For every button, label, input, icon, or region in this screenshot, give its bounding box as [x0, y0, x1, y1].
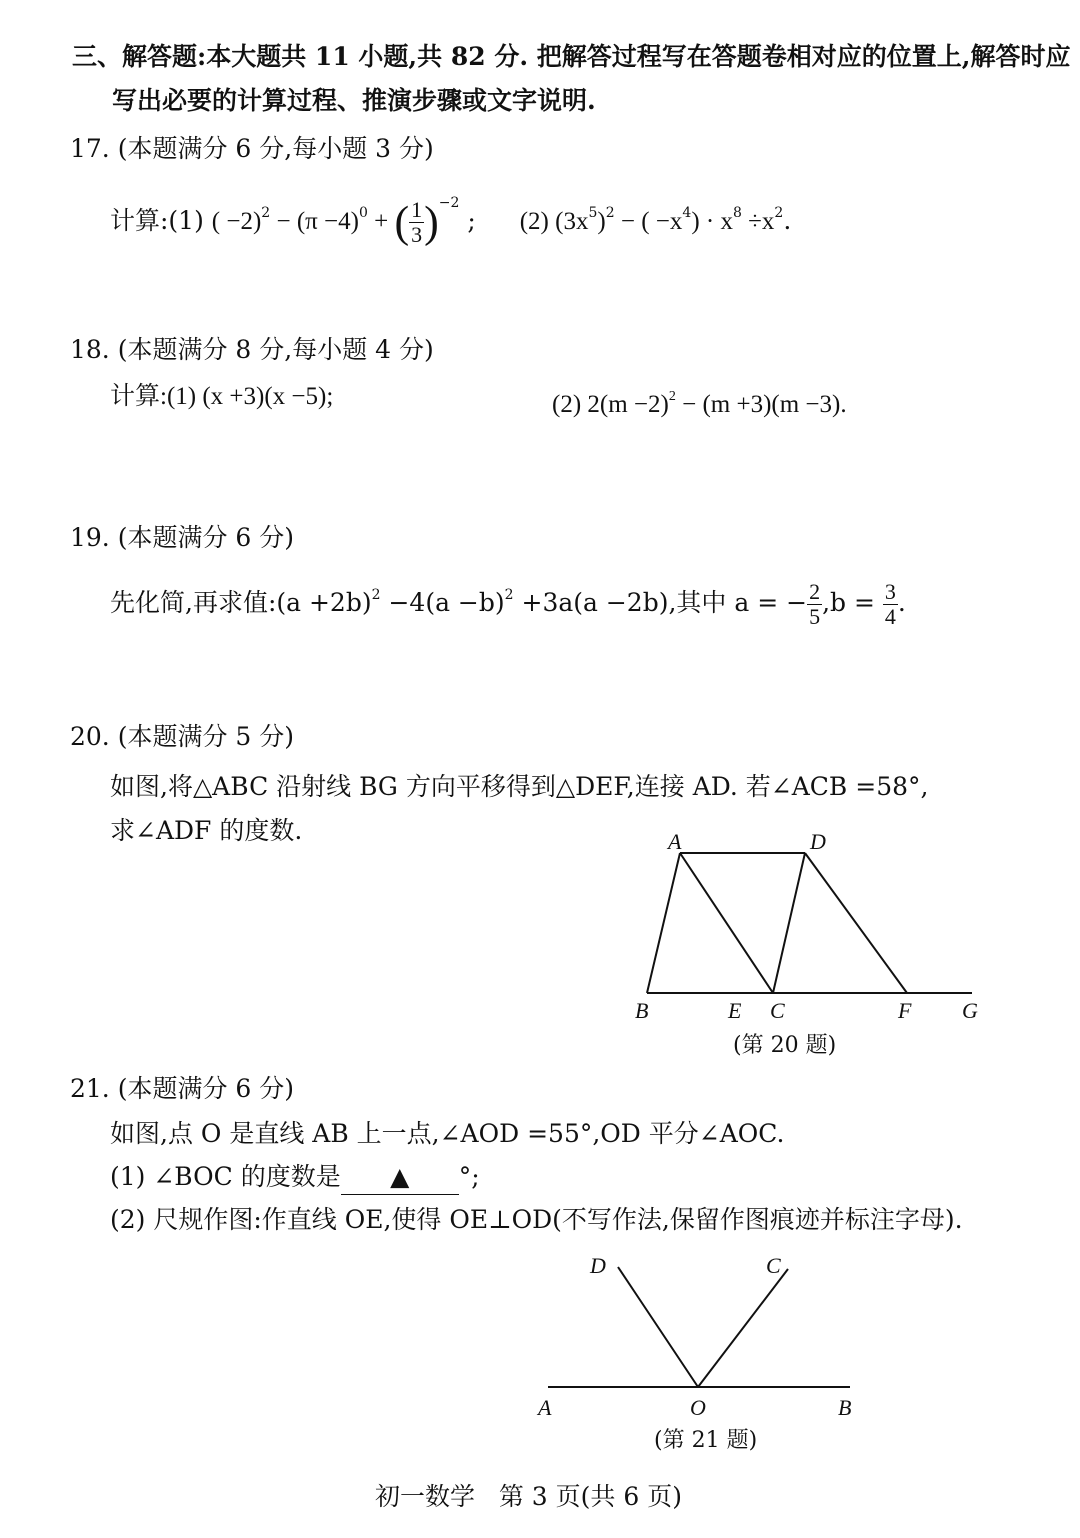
q17-fraction — [409, 198, 424, 247]
q19-text-e: . — [897, 588, 906, 617]
q17-p2e4: 4 — [682, 205, 692, 221]
q17-expneg2: −2 — [438, 195, 460, 211]
q19-frac2 — [883, 580, 898, 629]
q19-text-c: +3a(a −2b),其中 a = − — [513, 588, 808, 617]
q17-exp0: 0 — [358, 205, 368, 221]
q21-label-a: A — [538, 1395, 552, 1420]
q17-p2: (2) (3x — [519, 208, 589, 235]
q21-header: 21. (本题满分 6 分) — [70, 1074, 295, 1103]
q21-part1-text: (1) ∠BOC 的度数是 — [110, 1162, 341, 1191]
q19-frac1 — [807, 580, 822, 629]
q17-p2c: − ( −x — [614, 208, 683, 235]
section-heading: 三、解答题:本大题共 11 小题,共 82 分. 把解答过程写在答题卷相对应的位置上,解答时应 — [72, 42, 1071, 71]
q18-part2 — [552, 380, 847, 422]
q17-frac-den: 3 — [411, 222, 423, 247]
q19-exp2a: 2 — [371, 587, 381, 603]
q17-p2e2b: 2 — [774, 205, 784, 221]
section-heading-cont: 写出必要的计算过程、推演步骤或文字说明. — [112, 86, 596, 115]
q19-text-b: −4(a −b) — [380, 588, 505, 617]
q21-part2: (2) 尺规作图:作直线 OE,使得 OE⊥OD(不写作法,保留作图痕迹并标注字母). — [110, 1205, 963, 1234]
q19-frac1-num: 2 — [809, 579, 821, 604]
q20-label-d: D — [810, 829, 826, 854]
q17-p2e5: 5 — [588, 205, 598, 221]
q20-segment-ab — [647, 853, 680, 993]
q18-header: 18. (本题满分 8 分,每小题 4 分) — [70, 335, 434, 364]
q19-expression — [110, 578, 906, 629]
q17-p1a: ( −2) — [211, 208, 262, 235]
q17-lead: 计算:(1) — [110, 206, 212, 235]
q20-label-g: G — [962, 998, 978, 1023]
q17-p2f: ÷x — [741, 208, 775, 235]
q19-text-a: 先化简,再求值:(a +2b) — [110, 588, 372, 617]
q19-frac1-den: 5 — [809, 604, 821, 629]
q19-text-d: ,b = — [822, 588, 883, 617]
q21-figure — [530, 1245, 870, 1425]
q21-label-b: B — [838, 1395, 852, 1420]
q18-p2a: (2) 2(m −2) — [552, 391, 669, 418]
q21-ray-od — [618, 1267, 698, 1387]
q20-segment-df — [805, 853, 907, 993]
q20-text-line2: 求∠ADF 的度数. — [110, 816, 303, 845]
q21-part1 — [110, 1160, 480, 1195]
page-footer: 初一数学 第 3 页(共 6 页) — [375, 1482, 682, 1511]
q21-ray-oc — [698, 1269, 788, 1387]
q17-end: . — [783, 206, 792, 235]
q20-segment-ac — [680, 853, 773, 993]
q18-exp2: 2 — [668, 389, 676, 404]
q17-exp2: 2 — [261, 205, 271, 221]
q17-rparen: ) — [424, 197, 439, 247]
q21-text-line1: 如图,点 O 是直线 AB 上一点,∠AOD =55°,OD 平分∠AOC. — [110, 1119, 785, 1148]
q17-p2d: ) · x — [691, 208, 733, 235]
q20-segment-de — [773, 853, 805, 993]
q20-header: 20. (本题满分 5 分) — [70, 722, 295, 751]
q20-label-e: E — [728, 998, 742, 1023]
q19-header: 19. (本题满分 6 分) — [70, 523, 295, 552]
q21-label-c: C — [766, 1253, 781, 1278]
q20-label-a: A — [668, 829, 682, 854]
q17-p1b: − (π −4) — [270, 208, 359, 235]
q17-semi: ; — [459, 206, 476, 235]
q20-label-b: B — [635, 998, 649, 1023]
q21-caption: (第 21 题) — [654, 1428, 758, 1453]
q17-p2e2: 2 — [605, 205, 615, 221]
q21-label-d: D — [590, 1253, 606, 1278]
q17-p1c: + — [367, 208, 395, 235]
q20-label-f: F — [898, 998, 912, 1023]
q19-frac2-num: 3 — [884, 579, 896, 604]
q21-answer-blank: ▲ — [341, 1160, 459, 1195]
q19-frac2-den: 4 — [884, 604, 896, 629]
q19-exp2b: 2 — [504, 587, 514, 603]
q20-label-c: C — [770, 998, 785, 1023]
q17-p2e8: 8 — [732, 205, 742, 221]
q20-caption: (第 20 题) — [733, 1033, 837, 1058]
q17-frac-num: 1 — [411, 197, 423, 222]
q17-header: 17. (本题满分 6 分,每小题 3 分) — [70, 134, 434, 163]
q21-part1-unit: °; — [458, 1162, 480, 1191]
q17-expression — [110, 186, 791, 247]
q17-lparen: ( — [394, 197, 410, 247]
q18-p2b: − (m +3)(m −3). — [675, 391, 847, 418]
q18-part1: 计算:(1) (x +3)(x −5); — [110, 383, 334, 410]
q17-p2b: ) — [597, 208, 606, 235]
q21-label-o: O — [690, 1395, 706, 1420]
q20-figure — [620, 825, 1000, 1030]
q20-text-line1: 如图,将△ABC 沿射线 BG 方向平移得到△DEF,连接 AD. 若∠ACB =58°, — [110, 772, 929, 801]
